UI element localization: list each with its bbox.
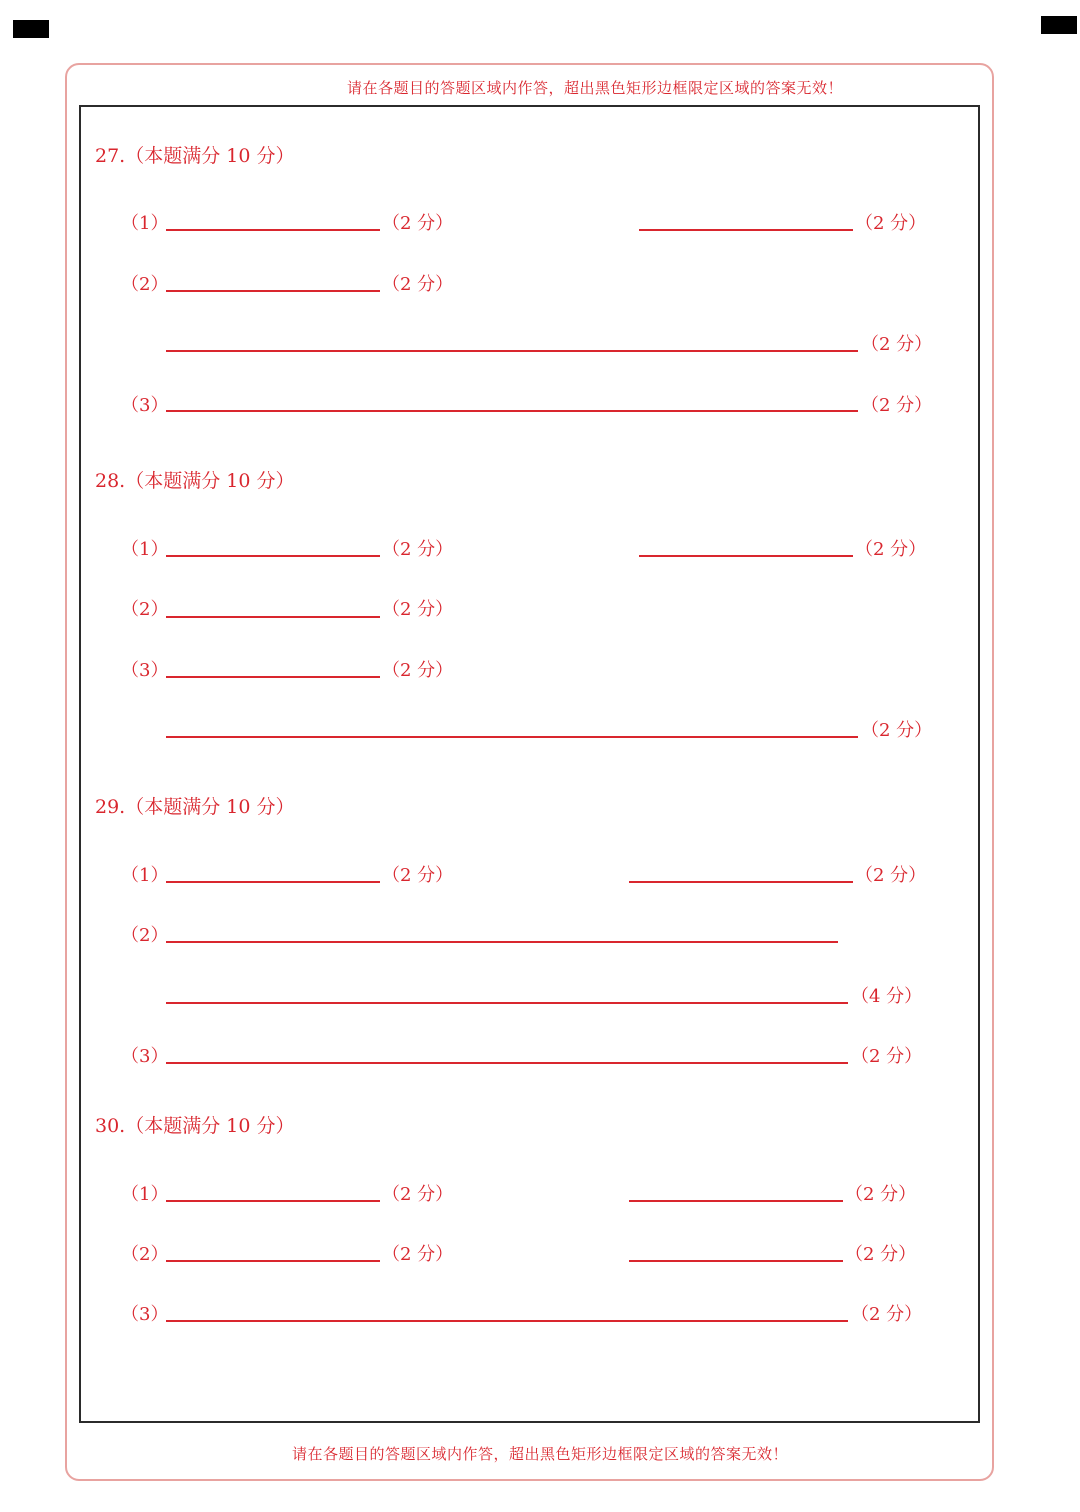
q30-part2-score-a: （2 分） — [382, 1244, 454, 1265]
q29-part2-answer-line-b[interactable] — [166, 1002, 848, 1004]
q27-part3-label: （3） — [121, 395, 169, 416]
q29-part1-score-b: （2 分） — [855, 865, 927, 886]
q28-part1-answer-line-b[interactable] — [639, 555, 853, 557]
q30-part3-label: （3） — [121, 1304, 169, 1325]
q28-part3-label: （3） — [121, 660, 169, 681]
q30-part2-answer-line-b[interactable] — [629, 1260, 843, 1262]
answer-area-border — [79, 105, 980, 1423]
notice-top: 请在各题目的答题区域内作答，超出黑色矩形边框限定区域的答案无效！ — [346, 79, 843, 97]
q29-part3-label: （3） — [121, 1046, 169, 1067]
q28-part1-answer-line-a[interactable] — [166, 555, 380, 557]
q30-part1-score-b: （2 分） — [845, 1184, 917, 1205]
q27-part1-score-b: （2 分） — [855, 213, 927, 234]
q27-part2-label: （2） — [121, 274, 169, 295]
q29-part2-label: （2） — [121, 925, 169, 946]
q28-part1-score-a: （2 分） — [382, 539, 454, 560]
q27-part1-label: （1） — [121, 213, 169, 234]
question-30-heading: 30.（本题满分 10 分） — [95, 1115, 295, 1137]
q27-part3-answer-line[interactable] — [166, 410, 858, 412]
q30-part2-score-b: （2 分） — [845, 1244, 917, 1265]
q27-part2-answer-line-a[interactable] — [166, 290, 380, 292]
q30-part1-label: （1） — [121, 1184, 169, 1205]
question-28-heading: 28.（本题满分 10 分） — [95, 470, 295, 492]
q29-part2-answer-line-a[interactable] — [166, 941, 838, 943]
q29-part1-label: （1） — [121, 865, 169, 886]
q28-part3-answer-line-a[interactable] — [166, 676, 380, 678]
q29-part2-score: （4 分） — [851, 986, 923, 1007]
q28-part3-score-b: （2 分） — [861, 720, 933, 741]
q30-part2-answer-line-a[interactable] — [166, 1260, 380, 1262]
q30-part1-answer-line-b[interactable] — [629, 1200, 843, 1202]
q29-part1-score-a: （2 分） — [382, 865, 454, 886]
q27-part1-answer-line-a[interactable] — [166, 229, 380, 231]
q29-part1-answer-line-a[interactable] — [166, 881, 380, 883]
q27-part3-score: （2 分） — [861, 395, 933, 416]
q30-part1-answer-line-a[interactable] — [166, 1200, 380, 1202]
q30-part1-score-a: （2 分） — [382, 1184, 454, 1205]
q27-part1-answer-line-b[interactable] — [639, 229, 853, 231]
notice-bottom: 请在各题目的答题区域内作答，超出黑色矩形边框限定区域的答案无效！ — [291, 1445, 788, 1463]
q28-part1-score-b: （2 分） — [855, 539, 927, 560]
q27-part2-answer-line-b[interactable] — [166, 350, 858, 352]
q28-part3-answer-line-b[interactable] — [166, 736, 858, 738]
q30-part2-label: （2） — [121, 1244, 169, 1265]
q28-part2-answer-line[interactable] — [166, 616, 380, 618]
alignment-marker-right — [1041, 16, 1077, 34]
q28-part2-label: （2） — [121, 599, 169, 620]
q28-part2-score: （2 分） — [382, 599, 454, 620]
q29-part3-answer-line[interactable] — [166, 1062, 848, 1064]
q28-part3-score-a: （2 分） — [382, 660, 454, 681]
q27-part1-score-a: （2 分） — [382, 213, 454, 234]
q30-part3-score: （2 分） — [851, 1304, 923, 1325]
question-29-heading: 29.（本题满分 10 分） — [95, 796, 295, 818]
q27-part2-score-a: （2 分） — [382, 274, 454, 295]
q27-part2-score-b: （2 分） — [861, 334, 933, 355]
q28-part1-label: （1） — [121, 539, 169, 560]
q29-part1-answer-line-b[interactable] — [629, 881, 853, 883]
q29-part3-score: （2 分） — [851, 1046, 923, 1067]
question-27-heading: 27.（本题满分 10 分） — [95, 145, 295, 167]
q30-part3-answer-line[interactable] — [166, 1320, 848, 1322]
alignment-marker-left — [13, 20, 49, 38]
